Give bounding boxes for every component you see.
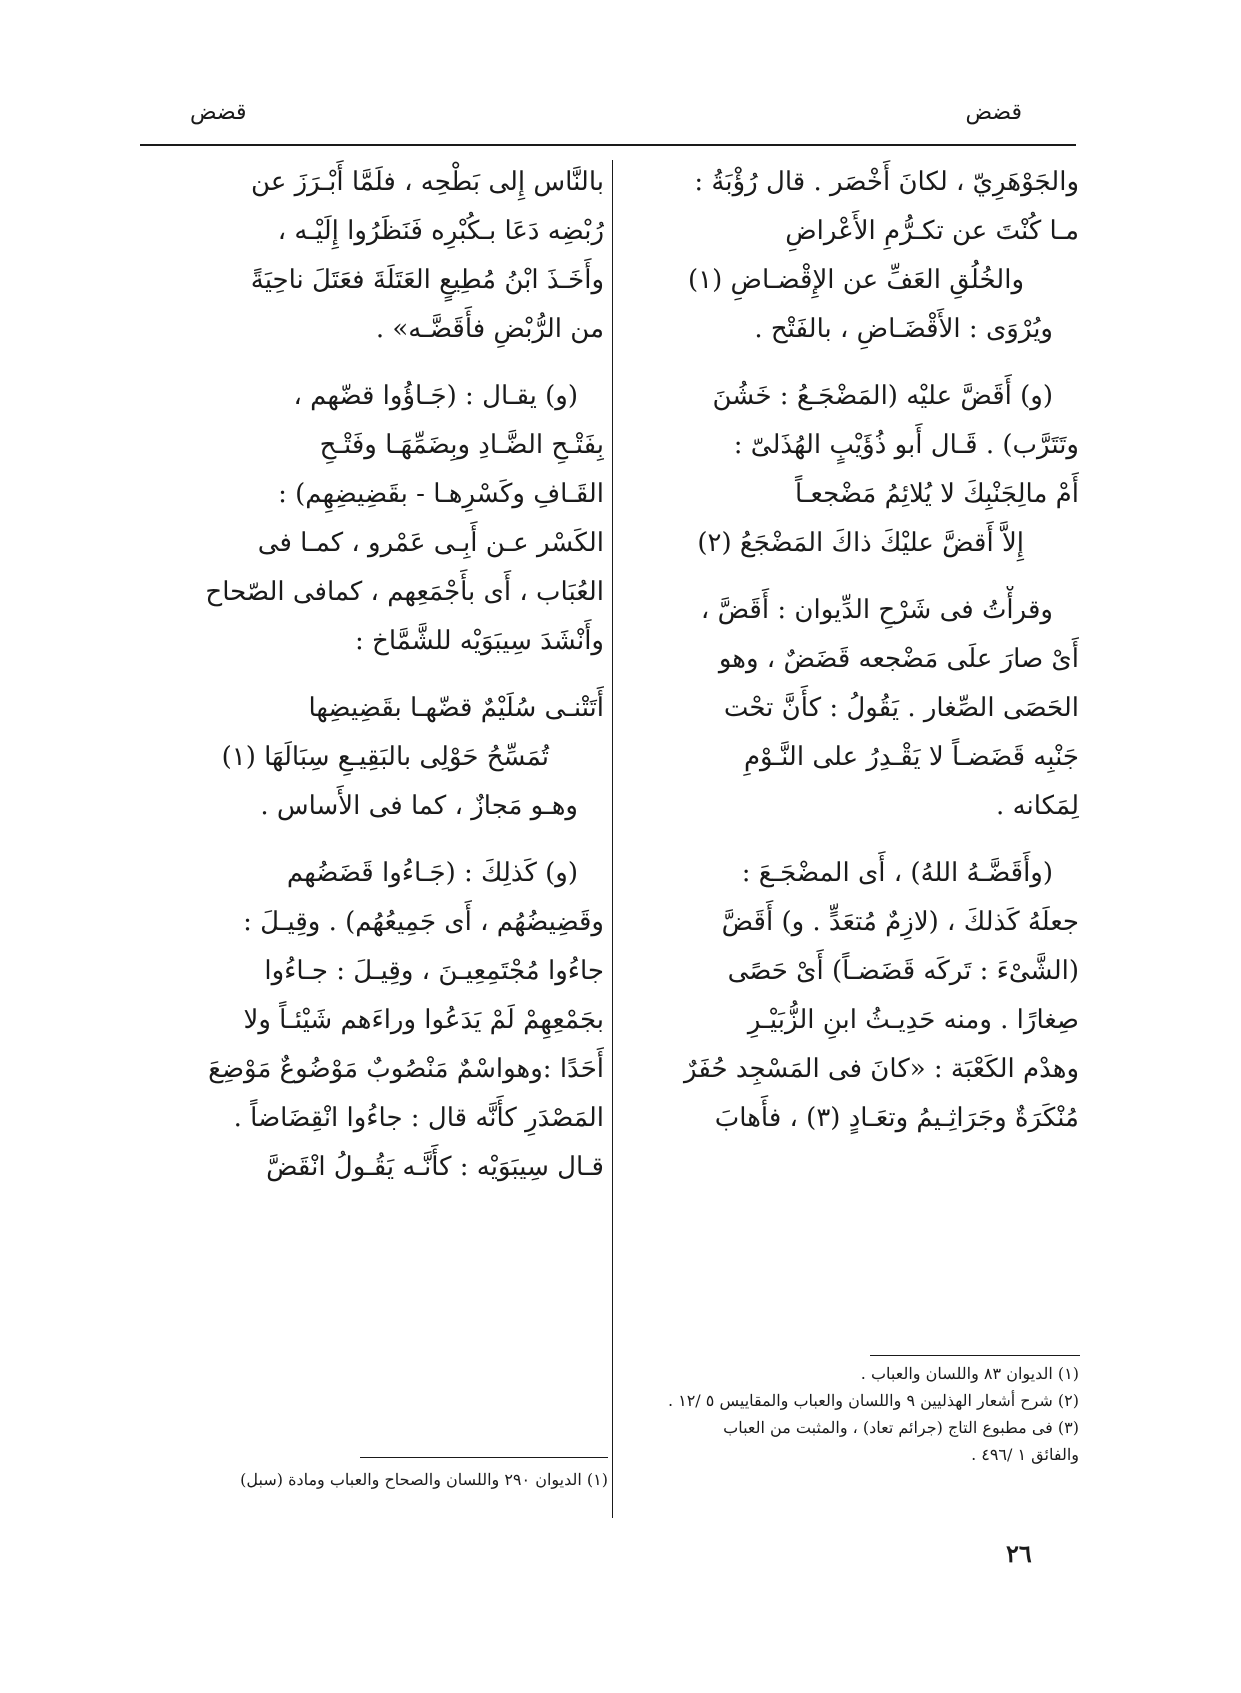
left-column (138, 158, 604, 1192)
text-line: (الشَّىْءَ : تَركَه قَضَضـاً) أَىْ حَصًى (727, 956, 1079, 986)
text-line: مُنْكَرَةٌ وجَرَاثِـيمُ وتعَـادٍ (٣) ، فأَهابَ (714, 1103, 1079, 1133)
text-line: (و) يقـال : (جَـاؤُوا قضّهم ، (293, 381, 578, 411)
text-line: وأَنْشَدَ سِيبَوَيْه للشَّمَّاخ : (355, 626, 604, 656)
footnote: (٣) فى مطبوع التاج (جرائم تعاد) ، والمثبت من العباب (723, 1418, 1079, 1437)
text-line: القَـافِ وكَسْرِهـا - بقَضِيضِهِم) : (278, 479, 604, 509)
text-line: أَحَدًا :وهواسْمٌ مَنْصُوبٌ مَوْضُوعٌ مَوْضِعَ (208, 1054, 604, 1084)
header-rule (140, 144, 1076, 146)
text-line: صِغارًا . ومنه حَدِيـثُ ابنِ الزُّبَيْـرِ (747, 1005, 1079, 1035)
page-number: ٢٦ (1006, 1539, 1032, 1568)
text-line: بجَمْعِهِمْ لَمْ يَدَعُوا وراءَهم شَيْئـاً ولا (243, 1005, 604, 1035)
text-line: لِمَكانه . (996, 791, 1079, 821)
text-line: وتَتَرَّب) . قَـال أَبو ذُؤَيْبٍ الهُذَلىّ : (733, 430, 1079, 460)
footnote: (١) الديوان ٨٣ واللسان والعباب . (860, 1364, 1079, 1383)
column-divider (612, 160, 613, 1518)
footnote: والفائق ١ /٤٩٦ . (971, 1445, 1079, 1464)
footnote: (١) الديوان ٢٩٠ واللسان والصحاح والعباب ومادة (سبل) (240, 1470, 608, 1489)
verse-line: والخُلُقِ العَفِّ عن الإِقْضـاضِ (١) (687, 265, 1024, 295)
running-header-left: قضض (190, 100, 247, 125)
verse-line: تُمَسِّحُ حَوْلِى بالبَقِيـعِ سِبَالَهَا (١) (221, 742, 549, 772)
text-line: وهـو مَجازٌ ، كما فى الأَساس . (260, 791, 578, 821)
running-header-right: قضض (965, 100, 1022, 125)
verse-line: أَمْ مالِجَنْبِكَ لا يُلائِمُ مَضْجعـاً (795, 479, 1079, 509)
text-line: (و) كَذلِكَ : (جَـاءُوا قَضَضُهم (286, 858, 578, 888)
text-line: بِفَتْـحِ الضَّـادِ وبِضَمِّهَـا وفَتْـحِ (319, 430, 604, 460)
text-line: بالنَّاس إِلى بَطْحِه ، فلَمَّا أَبْـرَزَ عن (251, 167, 604, 197)
footnote-rule (870, 1355, 1080, 1356)
text-line: قـال سِيبَوَيْه : كأَنَّـه يَقُـولُ انْقَضَّ (266, 1152, 604, 1182)
text-line: ويُرْوَى : الأَقْضَـاضِ ، بالفَتْح . (754, 314, 1053, 344)
verse-line: إِلاَّ أَقضَّ عليْكَ ذاكَ المَضْجَعُ (٢) (697, 528, 1024, 558)
text-line: العُبَاب ، أَى بأَجْمَعِهم ، كمافى الصّحاح (205, 577, 604, 607)
text-line: جَنْبِه قَضَضـاً لا يَقْـدِرُ على النَّـوْمِ (743, 742, 1079, 772)
footnotes-left (140, 1466, 608, 1493)
text-line: أَىْ صارَ علَى مَضْجعه قَضَضٌ ، وهو (718, 644, 1079, 674)
verse-line: مـا كُنْتَ عن تكـرُّمِ الأَعْراضِ (785, 216, 1079, 246)
text-line: وقَضِيضُهُم ، أَى جَمِيعُهُم) . وقِيـلَ : (243, 907, 604, 937)
right-column (643, 158, 1079, 1143)
text-line: المَصْدَرِ كأَنَّه قال : جاءُوا انْقِضَاضاً . (233, 1103, 604, 1133)
footnote: (٢) شرح أشعار الهذليين ٩ واللسان والعباب والمقاييس ٥ /١٢ . (667, 1391, 1079, 1410)
text-line: جاءُوا مُجْتَمِعِيـنَ ، وقِيـلَ : جـاءُوا (264, 956, 604, 986)
text-line: (و) أَقَضَّ عليْه (المَضْجَـعُ : خَشُنَ (712, 381, 1053, 411)
text-line: وقرأْتُ فى شَرْحِ الدِّيوان : أَقَضَّ ، (700, 595, 1053, 625)
verse-line: أَتَتْنـى سُلَيْمٌ قضّهـا بقَضِيضِها (308, 693, 604, 723)
footnote-rule (360, 1457, 608, 1458)
text-line: (وأَقَضَّـهُ اللهُ) ، أَى المضْجَـعَ : (741, 858, 1053, 888)
text-line: رُبْضِه دَعَا بـكُبْرِه فَنَظَرُوا إِلَيْـه ، (277, 216, 604, 246)
text-line: والجَوْهَرِيّ ، لكانَ أَخْصَر . قال رُؤْبَةُ : (694, 167, 1079, 197)
text-line: من الرُّبْضِ فأَقَضَّـه» . (375, 314, 604, 344)
text-line: وهدْم الكَعْبَة : «كانَ فى المَسْجِد حُفَرٌ (684, 1054, 1079, 1084)
text-line: الحَصَى الصِّغار . يَقُولُ : كأَنَّ تحْت (723, 693, 1079, 723)
text-line: الكَسْر عـن أَبِـى عَمْرو ، كمـا فى (257, 528, 604, 558)
text-line: جعلَهُ كَذلكَ ، (لازِمٌ مُتعَدٍّ . و) أَقَضَّ (721, 907, 1079, 937)
text-line: وأَخَـذَ ابْنُ مُطِيعٍ العَتَلَةَ فعَتَلَ ناحِيَةً (250, 265, 604, 295)
footnotes-right (643, 1360, 1079, 1468)
